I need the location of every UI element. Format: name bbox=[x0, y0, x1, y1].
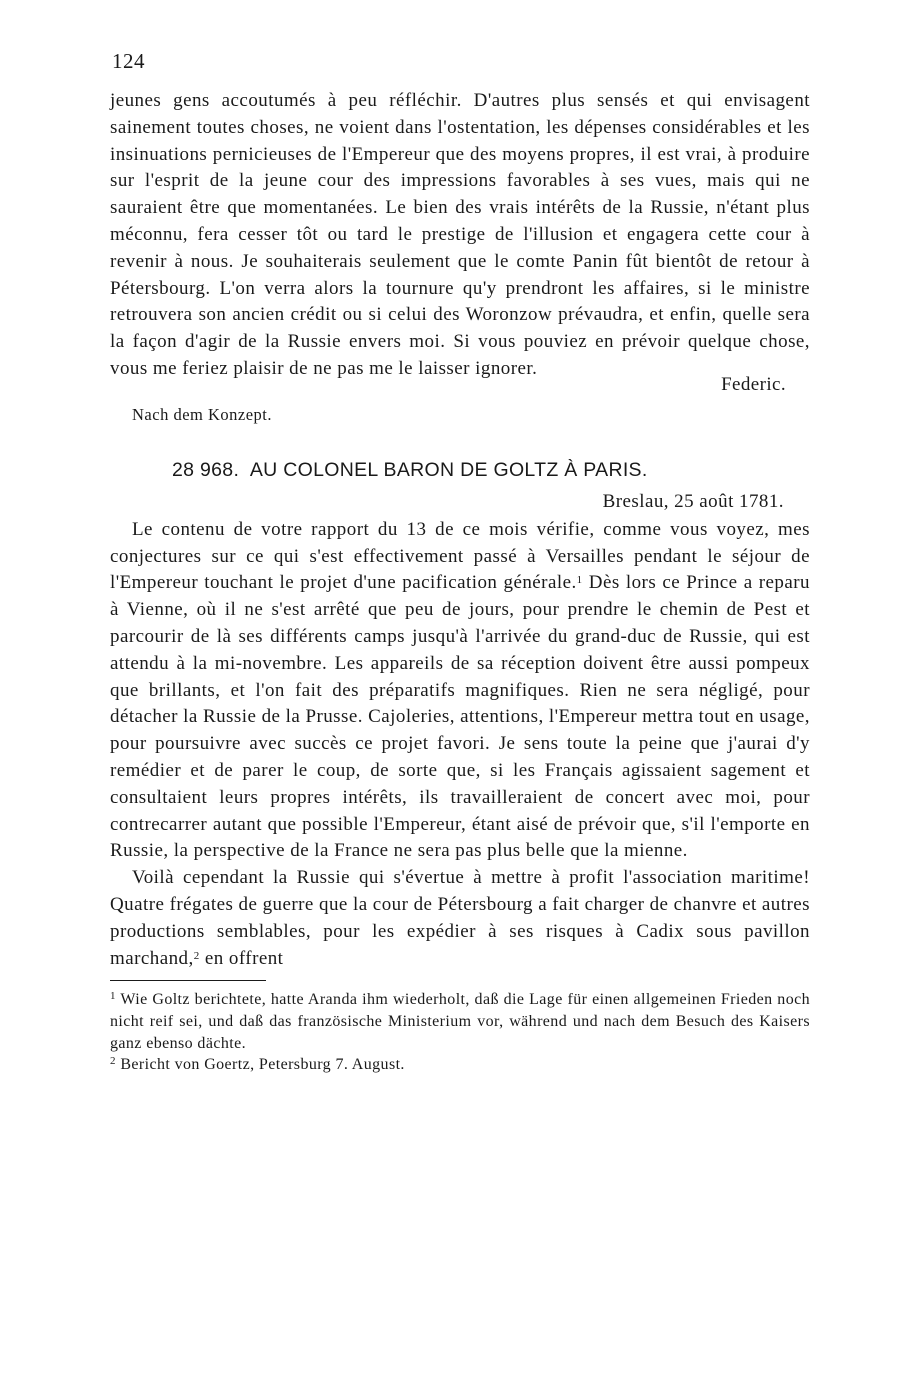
paragraph-2-text-b: Dès lors ce Prince a reparu à Vienne, où il ne s'est arrêté que peu de jours, pour prendre le chemin de Pest et parcourir de là ses différents camps jusqu'à l'arrivée du grand-duc de Russie, qui est attendu à la mi-novembre. Les appareils de sa réception doivent être aussi pompeux que brillants, et l'on fait des préparatifs magnifiques. Rien ne sera négligé, pour détacher la Russie de la Prusse. Cajoleries, attentions, l'Empereur mettra tout en usage, pour poursuivre avec succès ce projet favori. Je sens toute la peine que j'aurai d'y remédier et de parer le coup, de sorte que, si les Français agissaient sagement et consultaient leurs propres intérêts, ils travailleraient de concert avec moi, pour contrecarrer autant que possible l'Empereur, étant aisé de prévoir que, s'il l'emporte en Russie, la perspective de la France ne sera pas plus belle que la mienne. bbox=[110, 572, 810, 862]
page-number: 124 bbox=[112, 49, 145, 73]
footnote-text-1: Wie Goltz berichtete, hatte Aranda ihm wiederholt, daß die Lage für einen allgemeinen Frieden noch nicht reif sei, und daß das französische Ministerium vor, während und nach dem Besuch des Kaisers ganz ebenso dächte. bbox=[110, 991, 810, 1052]
letter-number: 28 968. bbox=[172, 458, 240, 481]
footnote-marker-1: 1 bbox=[110, 990, 116, 1003]
paragraph-3-text-b: en offrent bbox=[199, 947, 284, 969]
book-page bbox=[110, 46, 810, 1076]
paragraph-3-text-a: Voilà cependant la Russie qui s'évertue à mettre à profit l'association maritime! Quatre frégates de guerre que la cour de Pétersbourg a fait charger de chanvre et autres productions semblables, pour les expédier à ses risques à Cadix sous pavillon marchand, bbox=[110, 867, 810, 969]
footnote-2 bbox=[110, 1054, 810, 1076]
footnote-ref-1: 1 bbox=[576, 574, 583, 587]
body-paragraph-3 bbox=[110, 865, 810, 972]
footnote-ref-2: 2 bbox=[193, 949, 200, 962]
signature: Federic. bbox=[721, 373, 786, 395]
paragraph-2-text-a: Le contenu de votre rapport du 13 de ce mois vérifie, comme vous voyez, mes conjectures sur ce qui s'est effectivement passé à Versailles pendant le séjour de l'Empereur touchant le projet d'une pacification générale. bbox=[110, 518, 810, 594]
footnote-1 bbox=[110, 989, 810, 1054]
body-paragraph-2 bbox=[110, 517, 810, 865]
letter-title: AU COLONEL BARON DE GOLTZ À PARIS. bbox=[249, 458, 648, 481]
footnote-divider bbox=[110, 980, 266, 981]
source-note: Nach dem Konzept. bbox=[132, 404, 272, 424]
footnote-marker-2: 2 bbox=[110, 1055, 116, 1068]
footnote-text-2: Bericht von Goertz, Petersburg 7. August. bbox=[120, 1056, 405, 1074]
letter-heading bbox=[172, 457, 810, 483]
dateline: Breslau, 25 août 1781. bbox=[602, 490, 784, 512]
body-paragraph-1: jeunes gens accoutumés à peu réfléchir. D'autres plus sensés et qui envisagent sainement toutes choses, ne voient dans l'ostentation, les dépenses considérables et les insinuations pernicieuses de l'Empereur que des moyens propres, il est vrai, à produire sur l'esprit de la jeune cour des impressions favorables à ses vues, mais qui ne sauraient être que momentanées. Le bien des vrais intérêts de la Russie, n'étant plus méconnu, fera cesser tôt ou tard le prestige de l'illusion et engagera cette cour à revenir à nous. Je souhaiterais seulement que le comte Panin fût bientôt de retour à Pétersbourg. L'on verra alors la tournure qu'y prendront les affaires, si le ministre retrouvera son ancien crédit ou si celui des Woronzow prévaudra, et enfin, quelle sera la façon d'agir de la Russie envers moi. Si vous pouviez en prévoir quelque chose, vous me feriez plaisir de ne pas me le laisser ignorer. bbox=[110, 90, 810, 379]
